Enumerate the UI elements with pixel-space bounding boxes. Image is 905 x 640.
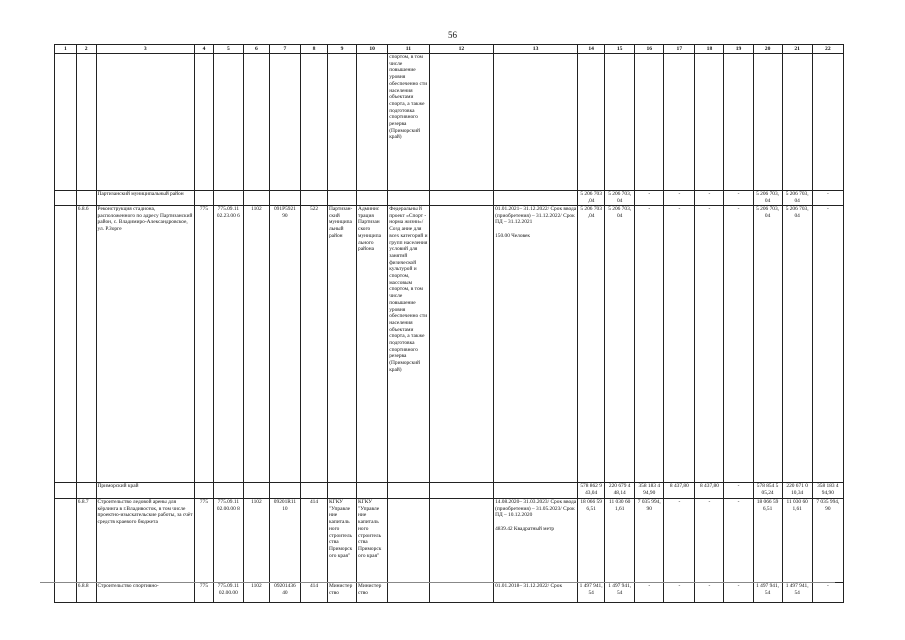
recipient-cell: Партизан-ский муниципа льный район: [327, 206, 356, 483]
amount-cell: 5 206 703 ,04: [578, 206, 605, 483]
amount-cell: -: [664, 191, 695, 206]
item-number: 6.8.7: [76, 499, 96, 583]
project-cell: [388, 499, 430, 583]
amount-cell: 7 035 994, 90: [635, 499, 664, 583]
col-header: 17: [664, 45, 695, 54]
region-name: Приморский край: [96, 483, 195, 499]
amount-cell: -: [635, 191, 664, 206]
amount-cell: -: [664, 499, 695, 583]
amount-cell: 5 206 703, 04: [605, 206, 635, 483]
program-table: [54, 44, 844, 603]
col-header: 8: [301, 45, 328, 54]
amount-cell: -: [724, 206, 753, 483]
object-code: 775.09.11 02.00.00 8: [213, 499, 243, 583]
amount-cell: 220 671 0 10,34: [782, 483, 812, 499]
col-header: 10: [357, 45, 388, 54]
col-header: 22: [812, 45, 843, 54]
section-code: 1102: [243, 499, 269, 583]
col-header: 4: [195, 45, 214, 54]
district-name: Партизанский муниципальный район: [96, 191, 195, 206]
amount-cell: -: [695, 191, 724, 206]
object-name: Реконструкция стадиона, расположенного по адресу Партизанский район, с. Владимиро-Александровское, ул. Р.Зорге: [96, 206, 195, 483]
item-number: 6.8.8: [76, 583, 96, 603]
amount-cell: 578 862 9 43,04: [578, 483, 605, 499]
col-header: 20: [753, 45, 782, 54]
amount-cell: 11 030 60 1,61: [605, 499, 635, 583]
amount-cell: 5 206 703, 04: [753, 191, 782, 206]
terms-cell: 01.01.2018– 31.12.2022/ Срок: [494, 583, 578, 603]
amount-cell: 1 497 941, 54: [605, 583, 635, 603]
target-article: 09201R11 10: [269, 499, 300, 583]
terms-cell: 14.08.2020– 31.03.2023/ Срок ввода (приобретения) – 31.05.2023/ Срок ПД – 10.12.2020 4839.42 Квадратный метр: [494, 499, 578, 583]
project-cell: спортом, в том числе повышение уровня обеспеченно сти населения объектами спорта, а также подготовка спортивного резерва (Приморский край): [388, 54, 430, 191]
table-row-district-total: [55, 191, 844, 206]
col-header: 19: [724, 45, 753, 54]
col-header: 9: [327, 45, 356, 54]
amount-cell: 358 183 4 94,90: [635, 483, 664, 499]
amount-cell: 7 035 994, 90: [812, 499, 843, 583]
section-code: 1102: [243, 583, 269, 603]
amount-cell: 8 437,80: [695, 483, 724, 499]
table-row-6-8-6: [55, 206, 844, 483]
amount-cell: -: [664, 206, 695, 483]
object-code: 775.09.11 02.23.00 6: [213, 206, 243, 483]
amount-cell: -: [635, 583, 664, 603]
object-code: 775.09.11 02.00.00: [213, 583, 243, 603]
recipient-cell: Министер ство: [327, 583, 356, 603]
page-break-line: [40, 582, 835, 583]
amount-cell: 5 206 703, 04: [782, 191, 812, 206]
col-header: 1: [55, 45, 77, 54]
amount-cell: -: [724, 483, 753, 499]
table-row-continuation: [55, 54, 844, 191]
amount-cell: 5 206 703 ,04: [578, 191, 605, 206]
customer-cell: Министер ство: [357, 583, 388, 603]
table-row-region-total: [55, 483, 844, 499]
amount-cell: 5 206 703, 04: [605, 191, 635, 206]
amount-cell: 11 030 60 1,61: [782, 499, 812, 583]
amount-cell: -: [664, 583, 695, 603]
target-article: 091P5921 90: [269, 206, 300, 483]
amount-cell: 18 066 59 6,51: [578, 499, 605, 583]
recipient-cell: КГКУ "Управле ние капиталь ного строитель ства Приморск ого края": [327, 499, 356, 583]
amount-cell: -: [635, 206, 664, 483]
amount-cell: -: [812, 206, 843, 483]
col-header: 12: [429, 45, 493, 54]
amount-cell: 18 066 59 6,51: [753, 499, 782, 583]
col-header: 7: [269, 45, 300, 54]
expense-type: 522: [301, 206, 328, 483]
col-header: 11: [388, 45, 430, 54]
amount-cell: 578 854 5 05,24: [753, 483, 782, 499]
amount-cell: 358 183 4 94,90: [812, 483, 843, 499]
amount-cell: -: [695, 583, 724, 603]
amount-cell: -: [724, 191, 753, 206]
grbs-code: 775: [195, 583, 214, 603]
col-header: 18: [695, 45, 724, 54]
target-article: 09201436 40: [269, 583, 300, 603]
object-name: Строительство спортивно-: [96, 583, 195, 603]
col-header: 2: [76, 45, 96, 54]
grbs-code: 775: [195, 499, 214, 583]
amount-cell: 5 206 703, 04: [782, 206, 812, 483]
col-header: 3: [96, 45, 195, 54]
page-number: 56: [448, 30, 457, 40]
amount-cell: -: [812, 583, 843, 603]
amount-cell: -: [812, 191, 843, 206]
terms-cell: 01.01.2021– 31.12.2022/ Срок ввода (приобретения) – 31.12.2022/ Срок ПД – 31.12.2021 150.00 Человек: [494, 206, 578, 483]
amount-cell: 1 497 941, 54: [782, 583, 812, 603]
amount-cell: -: [724, 499, 753, 583]
col-header: 15: [605, 45, 635, 54]
amount-cell: 5 206 703, 04: [753, 206, 782, 483]
grbs-code: 775: [195, 206, 214, 483]
col-header: 21: [782, 45, 812, 54]
amount-cell: 220 679 4 48,14: [605, 483, 635, 499]
col-header: 6: [243, 45, 269, 54]
customer-cell: КГКУ "Управле ние капиталь ного строитель ства Приморск ого края": [357, 499, 388, 583]
object-name: Строительство ледовой арены для кёрлинга в г.Владивосток, в том числе проектно-изыскательские работы, за счёт средств краевого бюджета: [96, 499, 195, 583]
column-number-row: [55, 45, 844, 54]
amount-cell: 8 437,80: [664, 483, 695, 499]
amount-cell: -: [695, 499, 724, 583]
table-row-6-8-7: [55, 499, 844, 583]
expense-type: 414: [301, 583, 328, 603]
amount-cell: -: [724, 583, 753, 603]
col-header: 13: [494, 45, 578, 54]
project-cell: Федеральны й проект «Спорт - норма жизни»/Созд ание для всех категорий и групп населения условий для занятий физической культурой и спортом, массовым спортом, в том числе повышение уровня обеспеченно сти населения объектами спорта, а также подготовка спортивного резерва (Приморский край): [388, 206, 430, 483]
amount-cell: 1 497 941, 54: [753, 583, 782, 603]
item-number: 6.8.6: [76, 206, 96, 483]
section-code: 1102: [243, 206, 269, 483]
expense-type: 414: [301, 499, 328, 583]
table-row-6-8-8: [55, 583, 844, 603]
customer-cell: Админис трация Партизан ского муниципа льного района: [357, 206, 388, 483]
col-header: 14: [578, 45, 605, 54]
col-header: 5: [213, 45, 243, 54]
amount-cell: -: [695, 206, 724, 483]
col-header: 16: [635, 45, 664, 54]
amount-cell: 1 497 941, 54: [578, 583, 605, 603]
